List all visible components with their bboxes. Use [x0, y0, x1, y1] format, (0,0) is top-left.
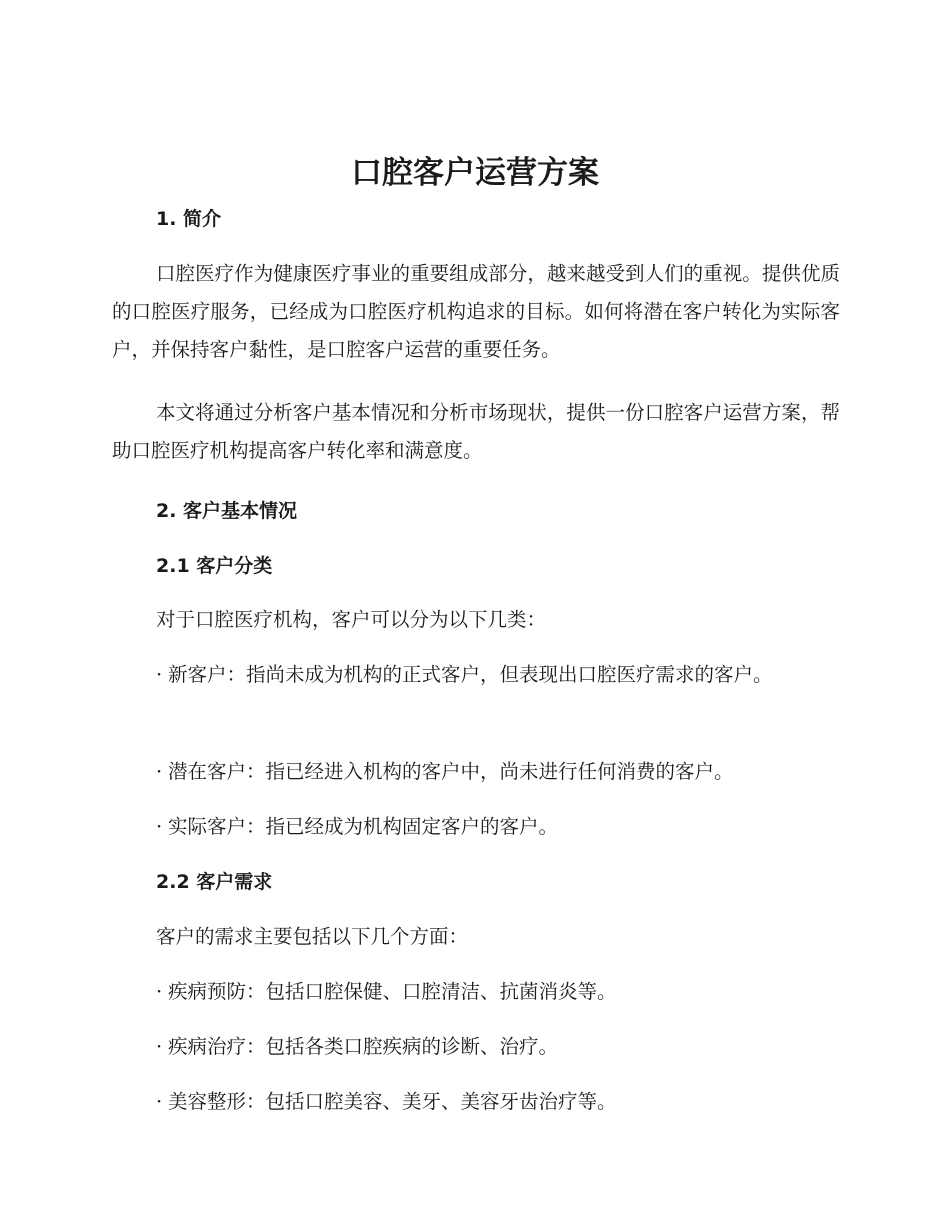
list-item [112, 656, 812, 694]
needs-intro: 客户的需求主要包括以下几个方面： [156, 925, 469, 948]
section-heading-customer-classification: 2.1 客户分类 [156, 555, 273, 577]
list-item-text: 潜在客户：指已经进入机构的客户中，尚未进行任何消费的客户。 [168, 760, 734, 783]
list-item [156, 757, 734, 787]
list-item [156, 977, 617, 1007]
list-item [156, 1032, 558, 1062]
list-item-text: 疾病治疗：包括各类口腔疾病的诊断、治疗。 [168, 1035, 559, 1058]
bullet-icon: · [156, 1035, 163, 1058]
section-heading-intro: 1. 简介 [156, 208, 222, 230]
list-item-text: 新客户：指尚未成为机构的正式客户，但表现出口腔医疗需求的客户。 [168, 663, 773, 686]
list-item-text: 美容整形：包括口腔美容、美牙、美容牙齿治疗等。 [168, 1090, 617, 1113]
section-heading-customer-needs: 2.2 客户需求 [156, 871, 273, 893]
bullet-icon: · [156, 760, 163, 783]
list-item [156, 812, 558, 842]
bullet-icon: · [156, 1090, 163, 1113]
list-item-text: 实际客户：指已经成为机构固定客户的客户。 [168, 815, 559, 838]
intro-paragraph-1: 口腔医疗作为健康医疗事业的重要组成部分，越来越受到人们的重视。提供优质的口腔医疗服务，已经成为口腔医疗机构追求的目标。如何将潜在客户转化为实际客户，并保持客户黏性，是口腔客户运营的重要任务。 [112, 262, 840, 361]
intro-paragraph-2: 本文将通过分析客户基本情况和分析市场现状，提供一份口腔客户运营方案，帮助口腔医疗机构提高客户转化率和满意度。 [112, 401, 840, 462]
classification-intro: 对于口腔医疗机构，客户可以分为以下几类： [156, 608, 547, 631]
section-heading-customer-basics: 2. 客户基本情况 [156, 500, 298, 522]
document-title: 口腔客户运营方案 [351, 155, 599, 191]
bullet-icon: · [156, 815, 163, 838]
list-item [156, 1087, 617, 1117]
list-item-text: 疾病预防：包括口腔保健、口腔清洁、抗菌消炎等。 [168, 980, 617, 1003]
bullet-icon: · [156, 663, 163, 686]
bullet-icon: · [156, 980, 163, 1003]
